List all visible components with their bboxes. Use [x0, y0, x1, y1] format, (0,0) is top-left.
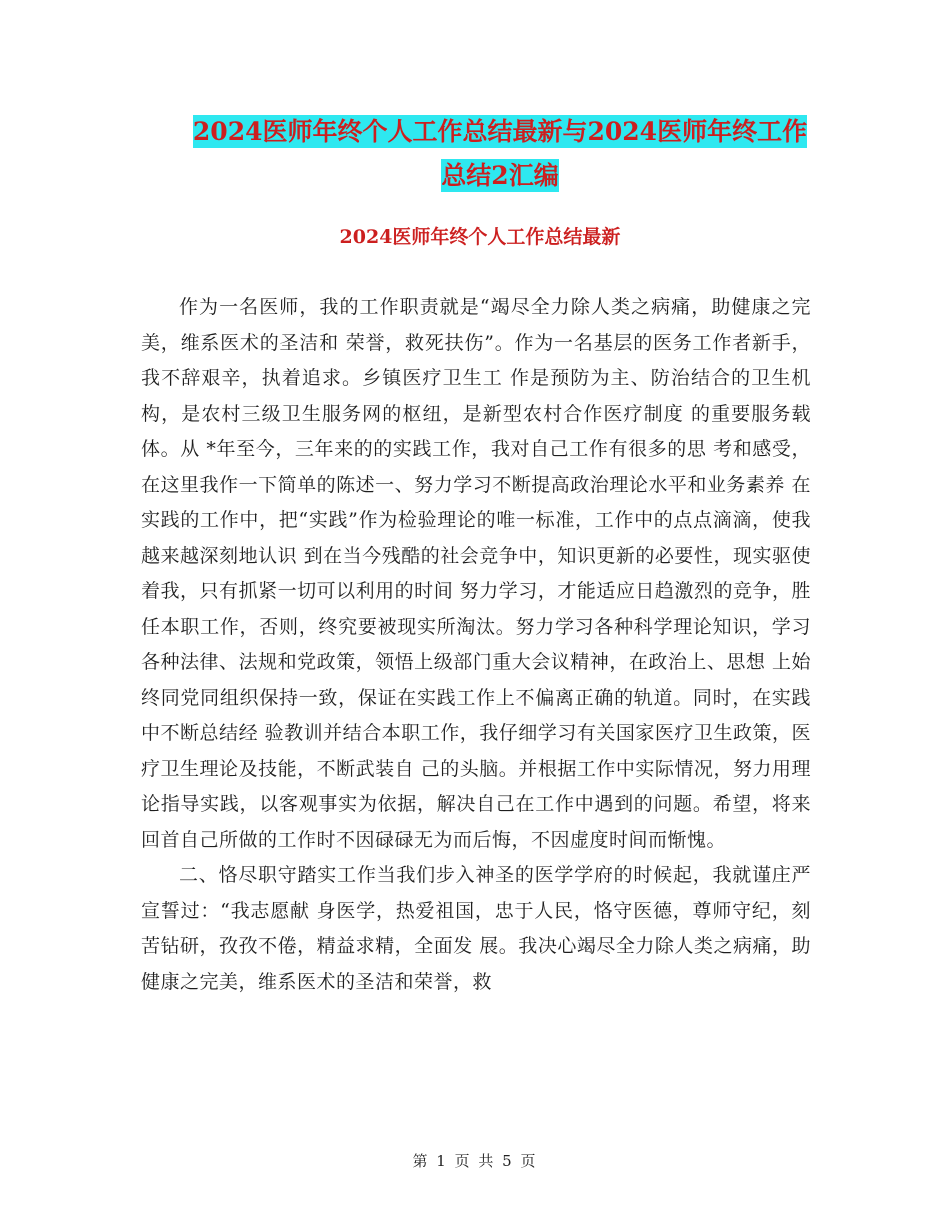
document-title	[140, 110, 860, 198]
paragraph: 二、恪尽职守踏实工作当我们步入神圣的医学学府的时候起，我就谨庄严宣誓过：“我志愿献 身医学，热爱祖国，忠于人民，恪守医德，尊师守纪，刻苦钻研，孜孜不倦，精益求精，全面发 展。我决心竭尽全力除人类之病痛，助健康之完美，维系医术的圣洁和荣誉，救	[141, 864, 811, 993]
paragraph: 作为一名医师，我的工作职责就是“竭尽全力除人类之病痛，助健康之完美，维系医术的圣洁和 荣誉，救死扶伤”。作为一名基层的医务工作者新手，我不辞艰辛，执着追求。乡镇医疗卫生工 作是预防为主、防治结合的卫生机构，是农村三级卫生服务网的枢纽，是新型农村合作医疗制度 的重要服务载体。从 *年至今，三年来的的实践工作，我对自己工作有很多的思 考和感受， 在这里我作一下简单的陈述一、努力学习不断提高政治理论水平和业务素养 在实践的工作中，把“实践”作为检验理论的唯一标准，工作中的点点滴滴，使我越来越深刻地认识 到在当今残酷的社会竞争中，知识更新的必要性，现实驱使着我，只有抓紧一切可以利用的时间 努力学习，才能适应日趋激烈的竞争，胜任本职工作，否则，终究要被现实所淘汰。努力学习各种科学理论知识，学习各种法律、法规和党政策，领悟上级部门重大会议精神，在政治上、思想 上始终同党同组织保持一致，保证在实践工作上不偏离正确的轨道。同时，在实践中不断总结经 验教训并结合本职工作，我仔细学习有关国家医疗卫生政策，医疗卫生理论及技能，不断武装自 己的头脑。并根据工作中实际情况，努力用理论指导实践，以客观事实为依据，解决自己在工作中遇到的问题。希望，将来回首自己所做的工作时不因碌碌无为而后悔，不因虚度时间而惭愧。	[141, 296, 811, 851]
title-line-2: 总结2汇编	[441, 161, 559, 190]
section-heading: 2024医师年终个人工作总结最新	[339, 226, 621, 248]
page-footer: 第 1 页 共 5 页	[412, 1152, 538, 1170]
body-text	[141, 290, 811, 1000]
title-line-1: 2024医师年终个人工作总结最新与2024医师年终工作	[192, 117, 808, 146]
